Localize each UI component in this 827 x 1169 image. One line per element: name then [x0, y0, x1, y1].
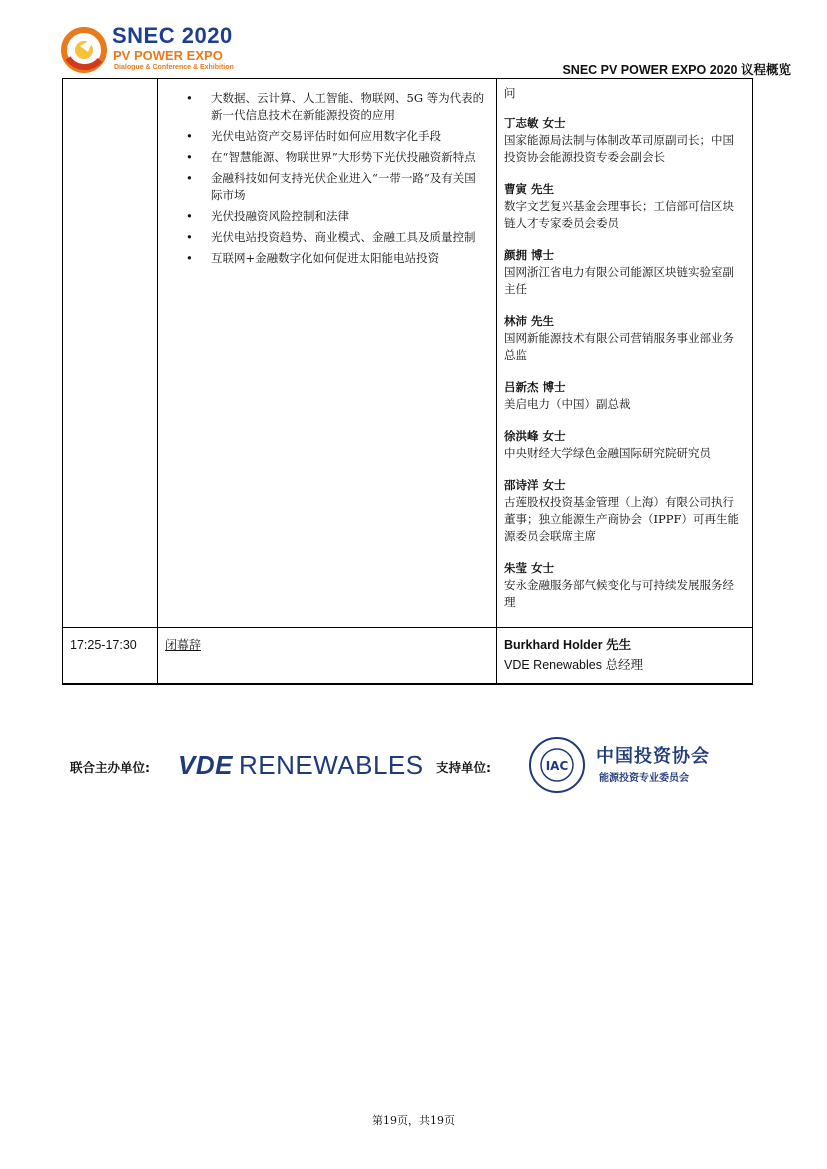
- topic-item: • 在“智慧能源、物联世界”大形势下光伏投融资新特点: [211, 149, 487, 166]
- agenda-table: [62, 78, 753, 685]
- topic-item: • 光伏电站投资趋势、商业模式、金融工具及质量控制: [211, 229, 487, 246]
- speakers-cell: [497, 79, 753, 628]
- speaker-title: VDE Renewables 总经理: [504, 658, 643, 672]
- speaker-title: 美启电力（中国）副总裁: [504, 397, 631, 411]
- vde-renewables-logo: VDE RENEWABLES: [178, 750, 424, 780]
- page-header-title: SNEC PV POWER EXPO 2020 议程概览: [562, 63, 791, 77]
- speaker-entry: [504, 247, 745, 298]
- speaker-name: 邵诗洋 女士: [504, 478, 566, 492]
- iac-seal-icon: [528, 736, 586, 794]
- session-time: 17:25-17:30: [70, 638, 137, 652]
- session-title: 闭幕辞: [165, 638, 202, 652]
- topic-item: • 互联网+金融数字化如何促进太阳能电站投资: [211, 250, 487, 267]
- table-row: [63, 79, 753, 628]
- speaker-name: 吕新杰 博士: [504, 380, 566, 394]
- speakers-list: [498, 80, 751, 611]
- session-cell: [158, 628, 497, 685]
- supporter-label: 支持单位:: [436, 760, 491, 775]
- topic-item: • 光伏投融资风险控制和法律: [211, 208, 487, 225]
- snec-logo: [60, 22, 234, 74]
- topic-item: • 大数据、云计算、人工智能、物联网、5G 等为代表的新一代信息技术在新能源投资的应用: [211, 90, 487, 124]
- speaker-name: 曹寅 先生: [504, 182, 555, 196]
- logo-text-pv-power-expo: PV POWER EXPO: [113, 48, 223, 63]
- speaker-name: 丁志敏 女士: [504, 116, 566, 130]
- sun-logo-icon: [60, 22, 112, 74]
- speaker-title: 国家能源局法制与体制改革司原副司长；中国投资协会能源投资专委会副会长: [504, 133, 734, 164]
- iac-name: 中国投资协会: [596, 746, 710, 767]
- speaker-entry: [504, 560, 745, 611]
- speaker-title: 国网新能源技术有限公司营销服务事业部业务总监: [504, 331, 734, 362]
- co-organizer-label: 联合主办单位:: [70, 760, 150, 775]
- speaker-title: 安永金融服务部气候变化与可持续发展服务经理: [504, 578, 734, 609]
- logo-text-tagline: Dialogue & Conference & Exhibition: [114, 64, 234, 71]
- speaker-title: 国网浙江省电力有限公司能源区块链实验室副主任: [504, 265, 734, 296]
- page-number: 第19页，共19页: [372, 1114, 455, 1127]
- topic-item: • 金融科技如何支持光伏企业进入“一带一路”及有关国际市场: [211, 170, 487, 204]
- topics-list: [159, 80, 495, 267]
- speaker-title: 古莲股权投资基金管理（上海）有限公司执行董事；独立能源生产商协会（IPPF）可再生能源委员会联席主席: [504, 495, 739, 543]
- sponsors: [70, 736, 710, 792]
- speaker-name: Burkhard Holder 先生: [504, 638, 632, 652]
- speaker-entry: [504, 477, 745, 545]
- speaker-entry: [504, 115, 745, 166]
- speaker-name: 徐洪峰 女士: [504, 429, 566, 443]
- speaker-entry: [504, 379, 745, 413]
- speaker-name: 朱莹 女士: [504, 561, 555, 575]
- speaker-name: 林沛 先生: [504, 314, 555, 328]
- speakers-cell: [497, 628, 753, 685]
- time-cell: [63, 79, 158, 628]
- speaker-entry: [504, 181, 745, 232]
- table-row: [63, 628, 753, 685]
- speaker-title: 数字文艺复兴基金会理事长；工信部可信区块链人才专家委员会委员: [504, 199, 734, 230]
- time-cell: [63, 628, 158, 685]
- speaker-entry: [504, 428, 745, 462]
- topic-item: • 光伏电站资产交易评估时如何应用数字化手段: [211, 128, 487, 145]
- svg-text:IAC: IAC: [545, 759, 569, 773]
- speaker-entry: [504, 313, 745, 364]
- continued-text: 问: [504, 86, 516, 100]
- speaker-title: 中央财经大学绿色金融国际研究院研究员: [504, 446, 711, 460]
- iac-subtitle: 能源投资专业委员会: [599, 773, 689, 784]
- topics-cell: [158, 79, 497, 628]
- logo-text-snec: SNEC 2020: [112, 23, 233, 48]
- speaker-name: 颜拥 博士: [504, 248, 555, 262]
